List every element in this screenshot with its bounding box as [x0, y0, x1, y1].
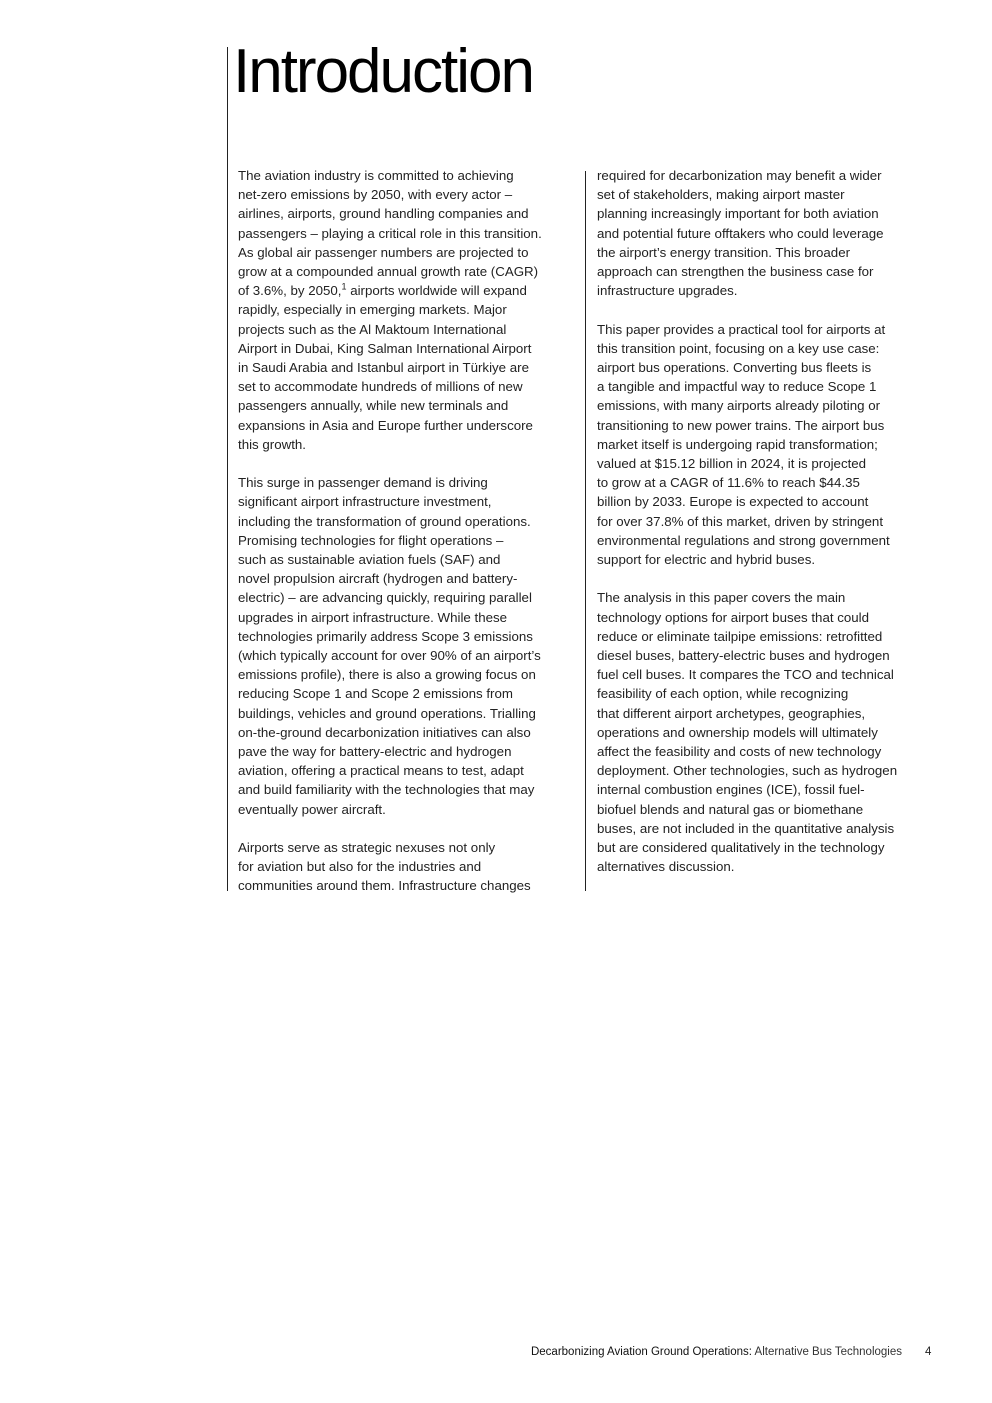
text-line: operations and ownership models will ultimately [597, 724, 878, 740]
page-title: Introduction [233, 37, 533, 106]
text-line: for aviation but also for the industries and [238, 859, 482, 875]
text-line: on-the-ground decarbonization initiatives can also [238, 724, 531, 740]
text-line: projects such as the Al Maktoum International [238, 321, 507, 337]
text-line: a tangible and impactful way to reduce Scope 1 [597, 379, 877, 395]
footnote-ref[interactable]: 1 [341, 281, 347, 292]
footer-title [531, 1346, 902, 1358]
text-line: market itself is undergoing rapid transformation; [597, 436, 878, 452]
text-line: grow at a compounded annual growth rate (CAGR) [238, 264, 539, 280]
text-line: billion by 2033. Europe is expected to account [597, 494, 869, 510]
paragraph [597, 320, 932, 570]
footer-title-main: Decarbonizing Aviation Ground Operations: [530, 1346, 752, 1358]
text-line: (which typically account for over 90% of an airport’s [238, 648, 541, 664]
text-line: This surge in passenger demand is driving [238, 475, 488, 491]
left-column [238, 166, 578, 915]
text-line: rapidly, especially in emerging markets. Major [238, 302, 507, 318]
text-line: this transition point, focusing on a key use case: [597, 340, 880, 356]
text-line: buses, are not included in the quantitative analysis [597, 820, 895, 836]
text-line: valued at $15.12 billion in 2024, it is projected [597, 456, 867, 472]
text-line: The analysis in this paper covers the main [597, 590, 846, 606]
text-line: airlines, airports, ground handling companies and [238, 206, 529, 222]
text-line: emissions, with many airports already piloting or [597, 398, 881, 414]
text-line: the airport’s energy transition. This broader [597, 244, 851, 260]
text-line: buildings, vehicles and ground operations. Trialling [238, 705, 536, 721]
text-line: aviation, offering a practical means to test, adapt [238, 763, 524, 779]
text-line: environmental regulations and strong government [597, 532, 890, 548]
text-line: passengers – playing a critical role in this transition. [238, 225, 542, 241]
text-line: electric) – are advancing quickly, requiring parallel [238, 590, 532, 606]
text-line: planning increasingly important for both aviation [597, 206, 879, 222]
paragraph [238, 166, 578, 454]
text-line: that different airport archetypes, geographies, [597, 705, 866, 721]
text-line: feasibility of each option, while recognizing [597, 686, 849, 702]
text-line: net-zero emissions by 2050, with every actor – [238, 187, 513, 203]
text-line: and potential future offtakers who could leverage [597, 225, 884, 241]
text-line: airport bus operations. Converting bus fleets is [597, 360, 872, 376]
text-line: deployment. Other technologies, such as hydrogen [597, 763, 898, 779]
text-line: reduce or eliminate tailpipe emissions: retrofitted [597, 628, 883, 644]
paragraph [238, 473, 578, 819]
text-line: approach can strengthen the business case for [597, 264, 874, 280]
text-line: set of stakeholders, making airport master [597, 187, 845, 203]
text-line: biofuel blends and natural gas or biomethane [597, 801, 864, 817]
text-line: diesel buses, battery-electric buses and hydrogen [597, 648, 890, 664]
text-line: support for electric and hybrid buses. [597, 552, 816, 568]
text-line: affect the feasibility and costs of new technology [597, 744, 882, 760]
text-line: technologies primarily address Scope 3 emissions [238, 628, 533, 644]
text-line: expansions in Asia and Europe further underscore [238, 417, 533, 433]
text-line: but are considered qualitatively in the technology [597, 840, 885, 856]
text-line: including the transformation of ground operations. [238, 513, 531, 529]
text-line: pave the way for battery-electric and hydrogen [238, 744, 512, 760]
text-line: infrastructure upgrades. [597, 283, 738, 299]
title-rule [227, 47, 228, 891]
text-line: for over 37.8% of this market, driven by stringent [597, 513, 884, 529]
paragraph [597, 588, 932, 876]
text-line: novel propulsion aircraft (hydrogen and battery- [238, 571, 518, 587]
paragraph [597, 166, 932, 300]
column-divider [585, 171, 586, 891]
text-line: upgrades in airport infrastructure. While these [238, 609, 508, 625]
text-line: of 3.6%, by 2050,$^1$ airports worldwide will expand [238, 281, 527, 299]
text-line: set to accommodate hundreds of millions of new [238, 379, 523, 395]
text-line: required for decarbonization may benefit a wider [597, 168, 882, 183]
text-line: communities around them. Infrastructure changes [238, 878, 531, 894]
text-line: eventually power aircraft. [238, 801, 386, 817]
text-line: transitioning to new power trains. The airport bus [597, 417, 885, 433]
text-line: to grow at a CAGR of 11.6% to reach $44.35 [597, 475, 860, 491]
text-line: fuel cell buses. It compares the TCO and technical [597, 667, 894, 683]
text-line: this growth. [238, 436, 306, 452]
text-line: and build familiarity with the technologies that may [238, 782, 535, 798]
text-line: in Saudi Arabia and Istanbul airport in Türkiye are [238, 360, 529, 376]
text-line: reducing Scope 1 and Scope 2 emissions from [238, 686, 513, 702]
page-number: 4 [925, 1346, 932, 1358]
text-line: significant airport infrastructure investment, [238, 494, 492, 510]
text-line-tail: airports worldwide will expand [346, 283, 527, 299]
text-line: alternatives discussion. [597, 859, 735, 875]
text-line: This paper provides a practical tool for airports at [597, 321, 886, 337]
text-line: Promising technologies for flight operations – [238, 532, 504, 548]
right-column [597, 166, 932, 896]
text-line: such as sustainable aviation fuels (SAF) and [238, 552, 501, 568]
text-line: Airports serve as strategic nexuses not only [238, 840, 496, 856]
text-line: passengers annually, while new terminals and [238, 398, 509, 414]
text-line: As global air passenger numbers are projected to [238, 244, 529, 260]
text-line: The aviation industry is committed to achieving [238, 168, 514, 183]
paragraph [238, 838, 578, 896]
text-line: internal combustion engines (ICE), fossil fuel- [597, 782, 865, 798]
footer-title-sub: Alternative Bus Technologies [751, 1346, 902, 1358]
text-line: technology options for airport buses that could [597, 609, 870, 625]
text-line: emissions profile), there is also a growing focus on [238, 667, 536, 683]
text-line: Airport in Dubai, King Salman International Airport [238, 340, 532, 356]
